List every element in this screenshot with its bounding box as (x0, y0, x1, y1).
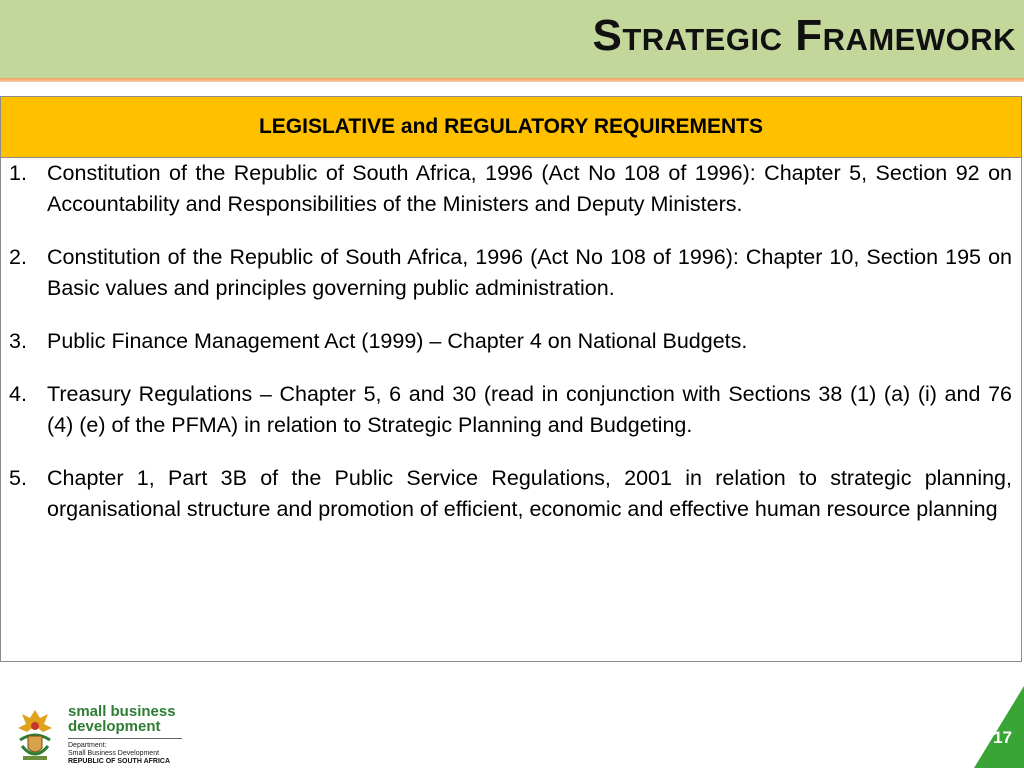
logo-text (68, 704, 182, 766)
requirements-list (1, 158, 1021, 525)
list-item-text: Treasury Regulations – Chapter 5, 6 and 30 (read in conjunction with Sections 38 (1) (a) (i) and 76 (4) (e) of the PFMA) in relation to Strategic Planning and Budgeting. (47, 382, 1012, 437)
logo-wordmark-line2: development (68, 718, 161, 735)
list-item-number: 4. (9, 382, 27, 406)
list-item (9, 242, 1012, 304)
list-item-text: Constitution of the Republic of South Africa, 1996 (Act No 108 of 1996): Chapter 5, Section 92 on Accountability and Responsibilities of the Ministers and Deputy Ministers. (47, 161, 1012, 216)
country-name: REPUBLIC OF SOUTH AFRICA (68, 758, 171, 765)
list-item (9, 463, 1012, 525)
page-number: 17 (993, 728, 1012, 747)
department-logo (10, 704, 190, 764)
list-item (9, 158, 1012, 220)
department-name: Small Business Development (68, 750, 160, 757)
list-item-text: Constitution of the Republic of South Africa, 1996 (Act No 108 of 1996): Chapter 10, Section 195 on Basic values and principles governing public administration. (47, 245, 1012, 300)
page-title: Strategic Framework (592, 11, 1016, 60)
list-item-number: 3. (9, 329, 27, 353)
coat-of-arms-icon (10, 704, 60, 764)
list-item-text: Public Finance Management Act (1999) – Chapter 4 on National Budgets. (47, 329, 748, 353)
list-item-text: Chapter 1, Part 3B of the Public Service Regulations, 2001 in relation to strategic planning, organisational structure and promotion of efficient, economic and effective human resource planning (47, 466, 1012, 521)
requirements-panel (0, 96, 1022, 662)
list-item-number: 2. (9, 245, 27, 269)
list-item (9, 326, 1012, 357)
title-underline (0, 78, 1024, 82)
panel-heading: LEGISLATIVE and REGULATORY REQUIREMENTS (1, 97, 1021, 158)
list-item-number: 1. (9, 161, 27, 185)
department-label: Department: (68, 742, 107, 749)
page-corner-triangle (974, 686, 1024, 768)
list-item-number: 5. (9, 466, 27, 490)
list-item (9, 379, 1012, 441)
logo-divider (68, 738, 182, 739)
logo-wordmark-line1: small business (68, 703, 176, 720)
